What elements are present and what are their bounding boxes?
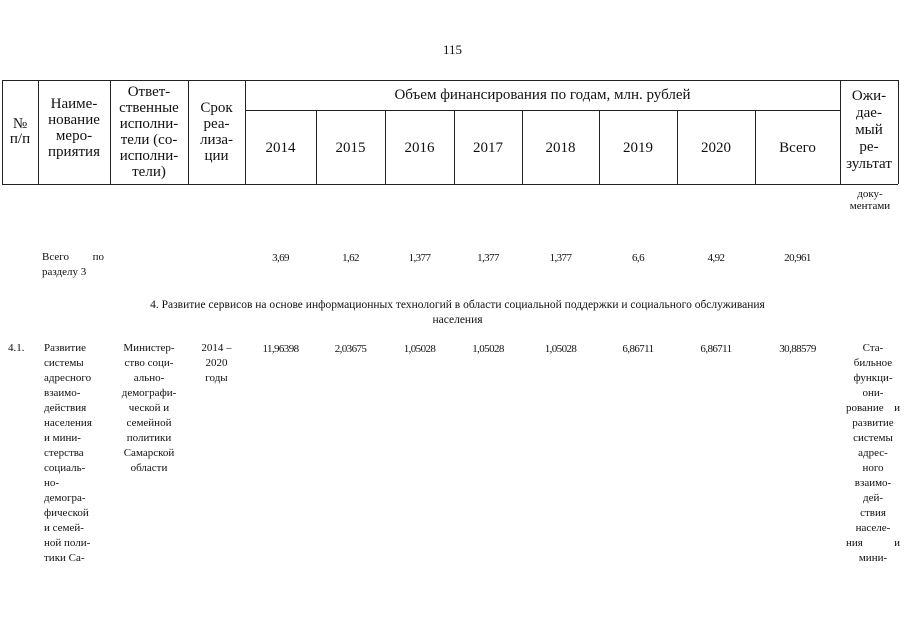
header-year: 2018 <box>545 140 576 156</box>
funding-divider <box>245 110 840 111</box>
header-col-name: Наиме- нование меро- приятия <box>48 96 100 160</box>
section-title: 4. Развитие сервисов на основе информационных технологий в области социальной поддержки и социального обслуживания населения <box>150 299 765 326</box>
header-year: 2017 <box>473 140 503 156</box>
header-top-border <box>2 80 898 81</box>
value-cell: 1,377 <box>477 252 499 264</box>
value-cell: 3,69 <box>272 252 289 264</box>
value-cell: 1,62 <box>342 252 359 264</box>
expected-result: Ста- бильное функци- они- рование и развитие системы адрес- ного взаимо- дей- ствия населе- ния и мини- <box>846 342 900 564</box>
value-cell: 30,88579 <box>779 343 816 355</box>
header-col-term: Срок реа- лиза- ции <box>199 100 234 164</box>
header-bottom-border <box>2 184 898 185</box>
header-col-executors: Ответ- ственные исполни- тели (со- исполни- тели) <box>119 84 179 180</box>
col-border <box>898 80 899 184</box>
value-cell: 11,96398 <box>262 343 299 355</box>
measure-name: Развитие системы адресного взаимо- действия населения и мини- стерства социаль- но- демогра- фической и семей- ной поли- тики Са- <box>44 342 92 564</box>
value-cell: 1,377 <box>549 252 572 264</box>
value-cell: 1,05028 <box>472 343 504 355</box>
value-cell: 2,03675 <box>334 343 367 355</box>
header-year: 2016 <box>404 140 435 156</box>
value-cell: 1,05028 <box>403 343 436 355</box>
value-cell: 1,05028 <box>544 343 577 355</box>
result-continuation: доку- ментами <box>849 188 891 212</box>
header-year: 2014 <box>265 140 296 156</box>
header-col-number: № п/п <box>9 116 31 147</box>
value-cell: 6,86711 <box>622 343 654 355</box>
header-col-result: Ожи- дае- мый ре- зультат <box>846 88 892 172</box>
executors: Министер- ство соци- ально- демографи- ческой и семейной политики Самарской области <box>121 342 177 474</box>
value-cell: 4,92 <box>707 252 725 264</box>
page-number: 115 <box>442 42 463 57</box>
section3-total-label: Всего по разделу 3 <box>42 251 104 278</box>
header-year: 2015 <box>335 140 366 156</box>
header-year: 2020 <box>701 140 731 156</box>
row-number: 4.1. <box>8 342 25 354</box>
header-funding-title: Объем финансирования по годам, млн. рублей <box>394 87 691 103</box>
value-cell: 20,961 <box>784 252 811 264</box>
header-total: Всего <box>779 140 816 156</box>
value-cell: 1,377 <box>408 252 431 264</box>
term: 2014 – 2020 годы <box>201 342 232 384</box>
value-cell: 6,6 <box>632 252 644 264</box>
header-year: 2019 <box>623 140 653 156</box>
value-cell: 6,86711 <box>700 343 732 355</box>
